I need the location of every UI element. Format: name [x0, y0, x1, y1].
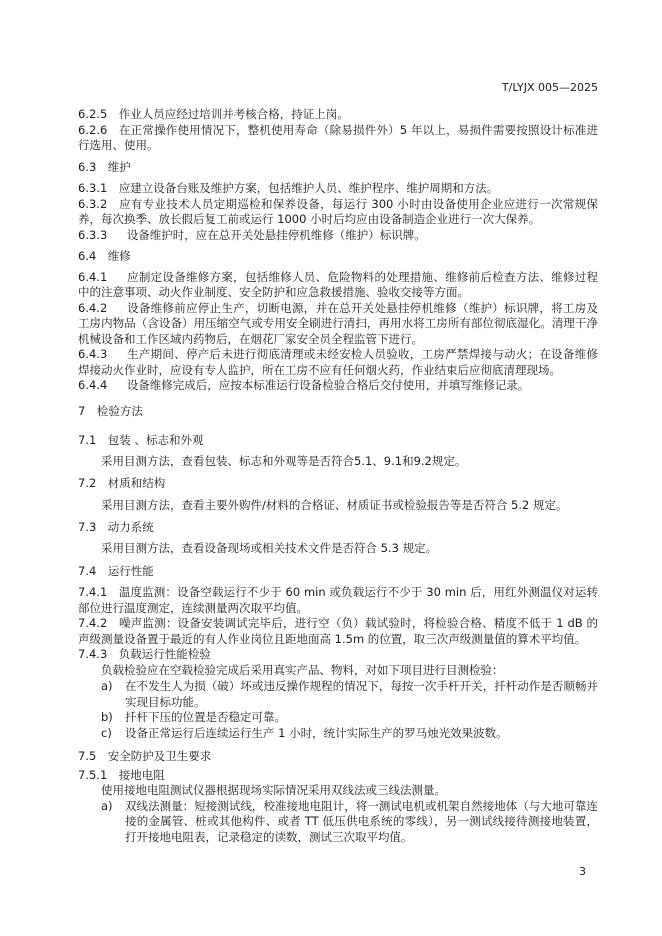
clause-text: 应制定设备维修方案，包括维修人员、危险物料的处理措施、维修前后检查方法、维修过程中的注意事项、动火作业制度、安全防护和应急救援措施、验收交接等方面。: [78, 269, 598, 299]
clause-text: 应有专业技术人员定期巡检和保养设备，每运行 300 小时由设备使用企业应进行一次常规保养，每次换季、放长假后复工前或运行 1000 小时后均应由设备制造企业进行一次大保养。: [78, 196, 598, 226]
clause-title: 负载运行性能检验: [118, 647, 211, 661]
clause-text: 应建立设备台账及维护方案，包括维护人员、维护程序、维护周期和方法。: [118, 181, 499, 195]
chapter-title: 检验方法: [96, 404, 143, 418]
list-item-a: [78, 799, 598, 846]
section-title: 动力系统: [107, 520, 154, 534]
section-heading-7-3: [78, 520, 598, 536]
section-heading-7-4: [78, 564, 598, 580]
clause-6-2-5: [78, 107, 598, 123]
list-item-text: 双线法测量：短接测试线，校准接地电阻计，将一测试电机或机架自然接地体（与大地可靠连接的金属管、桩或其他构件、或者 TT 低压供电系统的零线），另一测试线接待测接地装置，打开接地电阻表，记录稳定的读数，测试三次取平均值。: [125, 798, 598, 844]
section-number: 7.2: [78, 476, 97, 490]
clause-6-4-2: [78, 301, 598, 348]
clause-title: 接地电阻: [118, 767, 165, 782]
section-heading-6-3: [78, 160, 598, 176]
section-title: 材质和结构: [107, 476, 166, 490]
clause-number: 7.4.3: [78, 647, 108, 661]
clause-7-4-1: [78, 585, 598, 616]
document-code: T/LYJX 005—2025: [501, 81, 598, 94]
list-item-label: a): [101, 679, 113, 693]
clause-6-3-3: [78, 228, 598, 244]
section-text-7-2: 采用目测方法，查看主要外购件/材料的合格证、材质证书或检验报告等是否符合 5.2 规定。: [101, 498, 568, 512]
clause-number: 7.4.1: [78, 585, 108, 599]
clause-number: 6.2.5: [78, 107, 108, 121]
section-heading-7-5: [78, 749, 598, 765]
clause-number: 6.2.6: [78, 122, 108, 137]
list-item-label: a): [101, 798, 113, 813]
clause-number: 6.3.1: [78, 181, 108, 195]
document-body: [78, 107, 598, 845]
chapter-heading-7: [78, 404, 598, 420]
list-item-a: [78, 679, 598, 710]
clause-number: 6.4.1: [78, 269, 108, 284]
section-title: 维护: [107, 160, 131, 174]
section-title: 维修: [107, 248, 131, 263]
clause-6-3-2: [78, 197, 598, 228]
section-number: 7.1: [78, 433, 97, 447]
list-item-b: [78, 710, 598, 726]
clause-text: 设备维护时，应在总开关处悬挂停机维修（维护）标识牌。: [126, 227, 426, 242]
chapter-number: 7: [78, 404, 86, 418]
list-item-text: 设备正常运行后连续运行生产 1 小时，统计实际生产的罗马烛光效果波数。: [125, 725, 508, 740]
clause-6-3-1: [78, 181, 598, 197]
clause-text: 噪声监测：设备安装调试完毕后，进行空（负）载试验时，将检验合格、精度不低于 1 dB 的声级测量设备置于最近的有人作业岗位且距地面高 1.5m 的位置，取三次声级测量值的算术平均值。: [78, 616, 598, 646]
section-title: 运行性能: [107, 564, 154, 578]
clause-number: 7.5.1: [78, 767, 108, 782]
clause-number: 6.4.4: [78, 378, 108, 392]
clause-text: 在正常操作使用情况下，整机使用寿命（除易损件外）5 年以上，易损件需要按照设计标准进行选用、使用。: [78, 122, 598, 152]
section-text-7-3: 采用目测方法，查看设备现场或相关技术文件是否符合 5.3 规定。: [101, 541, 438, 555]
clause-text: 设备维修完成后，应按本标准运行设备检验合格后交付使用，并填写维修记录。: [126, 378, 530, 392]
clause-number: 6.3.3: [78, 227, 108, 242]
section-title: 安全防护及卫生要求: [107, 748, 212, 763]
clause-text: 作业人员应经过培训并考核合格，持证上岗。: [118, 107, 349, 121]
list-item-label: c): [101, 725, 112, 740]
section-number: 7.5: [78, 748, 97, 763]
section-text-7-1: 采用目测方法，查看包装、标志和外观等是否符合5.1、9.1和9.2规定。: [101, 454, 467, 468]
clause-6-4-4: [78, 378, 598, 394]
section-number: 7.4: [78, 564, 97, 578]
clause-6-2-6: [78, 123, 598, 154]
clause-heading-7-4-3: [78, 647, 598, 663]
section-number: 7.3: [78, 520, 97, 534]
section-number: 6.4: [78, 248, 97, 263]
section-heading-7-1: [78, 433, 598, 449]
clause-text: 设备维修前应停止生产，切断电源，并在总开关处悬挂停机维修（维护）标识牌，将工房及工房内物品（含设备）用压缩空气或专用安全刷进行清扫，再用水将工房所有部位彻底湿化。清理干净机械设备和工作区域内药物后，在烟花厂家安全员全程监管下进行。: [78, 300, 598, 346]
clause-number: 6.3.2: [78, 196, 108, 211]
page-number: 3: [579, 865, 586, 878]
list-item-text: 扦杆下压的位置是否稳定可靠。: [125, 710, 286, 724]
clause-6-4-3: [78, 347, 598, 378]
clause-heading-7-5-1: [78, 768, 598, 784]
clause-number: 6.4.2: [78, 300, 108, 315]
clause-7-4-2: [78, 616, 598, 647]
clause-text-7-5-1: 使用接地电阻测试仪器根据现场实际情况采用双线法或三线法测量。: [101, 783, 446, 797]
clause-text: 温度监测：设备空载运行不少于 60 min 或负载运行不少于 30 min 后，用红外测温仪对运转部位进行温度测定，连续测量两次取平均值。: [78, 585, 598, 615]
clause-6-4-1: [78, 270, 598, 301]
clause-text-7-4-3: 负载检验应在空载检验完成后采用真实产品、物料，对如下项目进行目测检验：: [101, 662, 504, 677]
clause-number: 7.4.2: [78, 616, 108, 630]
section-title: 包装 、标志和外观: [107, 433, 204, 447]
list-item-label: b): [101, 710, 113, 724]
section-number: 6.3: [78, 160, 97, 174]
clause-number: 6.4.3: [78, 347, 108, 361]
list-item-c: [78, 726, 598, 742]
clause-text: 生产期间、停产后未进行彻底清理或未经安检人员验收，工房严禁焊接与动火；在设备维修焊接动火作业时，应设有专人监护，所在工房不应有任何烟火药，作业结束后应彻底清理现场。: [78, 347, 598, 377]
list-item-text: 在不发生人为损（破）坏或违反操作规程的情况下，每按一次手杆开关，扦杆动作是否顺畅并实现目标功能。: [125, 679, 598, 709]
section-heading-6-4: [78, 249, 598, 265]
section-heading-7-2: [78, 476, 598, 492]
